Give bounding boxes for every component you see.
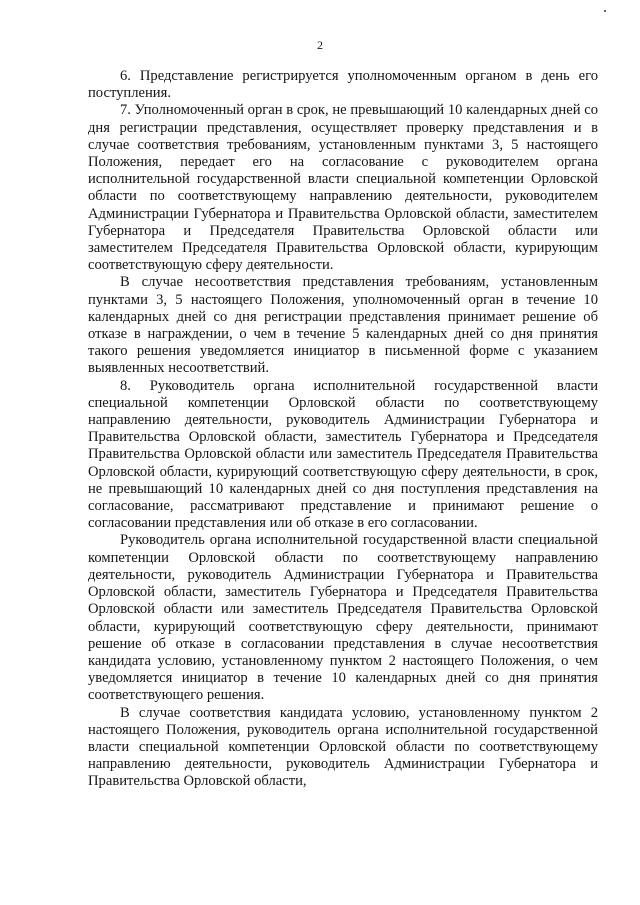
paragraph-item-6: 6. Представление регистрируется уполномоченным органом в день его поступления. [88,68,598,102]
paragraph-item-8: 8. Руководитель органа исполнительной государственной власти специальной компетенции Орловской области по соответствующему направлению деятельности, руководитель Администрации Губернатора и Правительства Орловской области, заместитель Губернатора и Председателя Правительства Орловской области или заместитель Председателя Правительства Орловской области, курирующий соответствующую сферу деятельности, в срок, не превышающий 10 календарных дней со дня поступления представления на согласование, рассматривают представление и принимают решение о согласовании представления или об отказе в его согласовании. [88,377,598,532]
document-body [88,68,598,791]
paragraph-item-8-conformity: В случае соответствия кандидата условию, установленному пунктом 2 настоящего Положения, руководитель органа исполнительной государственной власти специальной компетенции Орловской области по соответствующему направлению деятельности, руководитель Администрации Губернатора и Правительства Орловской области, [88,704,598,790]
paragraph-item-7: 7. Уполномоченный орган в срок, не превышающий 10 календарных дней со дня регистрации представления, осуществляет проверку представления и в случае соответствия требованиям, установленным пунктами 3, 5 настоящего Положения, передает его на согласование с руководителем органа исполнительной государственной власти специальной компетенции Орловской области по соответствующему направлению деятельности, руководителем Администрации Губернатора и Правительства Орловской области, заместителем Губернатора и Председателя Правительства Орловской области или заместителем Председателя Правительства Орловской области, курирующим соответствующую сферу деятельности. [88,102,598,274]
paragraph-item-7-nonconformity: В случае несоответствия представления требованиям, установленным пунктами 3, 5 настоящего Положения, уполномоченный орган в течение 10 календарных дней со дня регистрации представления принимает решение об отказе в награждении, о чем в течение 5 календарных дней со дня принятия такого решения уведомляется инициатор в письменной форме с указанием выявленных несоответствий. [88,274,598,377]
page-number: 2 [317,38,323,52]
paragraph-item-8-refusal: Руководитель органа исполнительной государственной власти специальной компетенции Орловской области по соответствующему направлению деятельности, руководитель Администрации Губернатора и Правительства Орловской области, заместитель Губернатора и Председателя Правительства Орловской области или заместитель Председателя Правительства Орловской области, курирующий соответствующую сферу деятельности, принимают решение об отказе в согласовании представления в случае несоответствия кандидата условию, установленному пунктом 2 настоящего Положения, о чем уведомляется инициатор в течение 10 календарных дней со дня принятия соответствующего решения. [88,532,598,704]
scan-speck-mark [604,10,606,12]
